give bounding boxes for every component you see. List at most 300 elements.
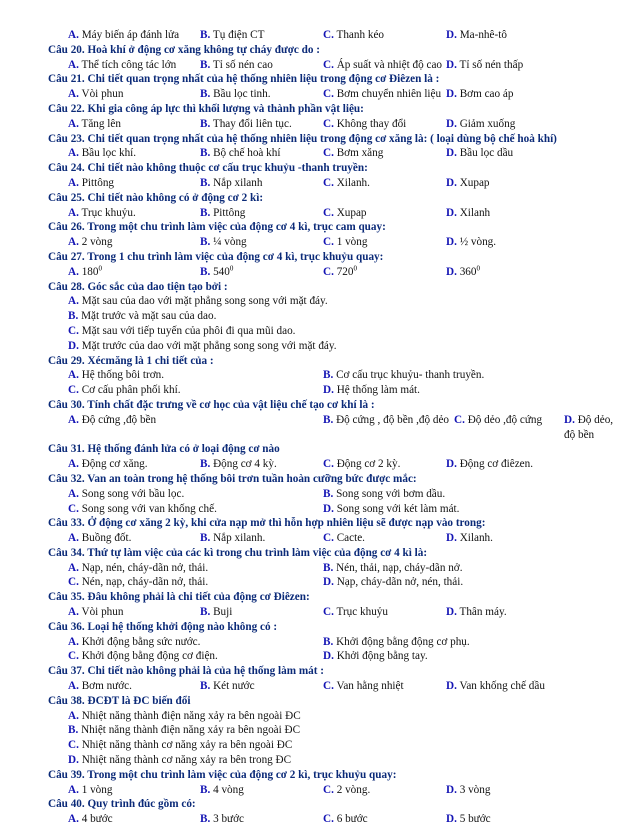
answer-option bbox=[323, 783, 370, 798]
answer-option bbox=[323, 58, 442, 73]
options-row bbox=[48, 561, 623, 576]
answer-option bbox=[323, 635, 470, 650]
answer-option bbox=[68, 679, 132, 694]
option-label: D. bbox=[446, 88, 457, 101]
question-stem bbox=[48, 132, 623, 147]
option-text: 2 vòng bbox=[81, 236, 113, 249]
option-text: Nén, thải, nạp, cháy-dãn nở. bbox=[336, 561, 463, 574]
question-text: Loại hệ thống khởi động nào không có : bbox=[87, 620, 278, 633]
degree-mark: 0 bbox=[98, 264, 102, 273]
options-row bbox=[48, 206, 623, 221]
option-label: A. bbox=[68, 58, 79, 71]
option-label: C. bbox=[323, 606, 334, 619]
question-number: Câu 31. bbox=[48, 443, 85, 456]
option-text: Song song với bơm dầu. bbox=[336, 487, 446, 500]
question-block bbox=[48, 472, 623, 516]
answer-option bbox=[323, 812, 368, 827]
question-stem bbox=[48, 546, 623, 561]
options-row bbox=[48, 502, 623, 517]
question-block bbox=[48, 220, 623, 250]
option-text: Thân máy. bbox=[459, 606, 507, 619]
question-stem bbox=[48, 590, 623, 605]
option-label: A. bbox=[68, 487, 79, 500]
options-row bbox=[48, 413, 623, 441]
question-number: Câu 27. bbox=[48, 250, 85, 263]
option-label: C. bbox=[323, 147, 334, 160]
question-text: Tính chất đặc trưng về cơ học của vật liệu chế tạo cơ khí là : bbox=[87, 398, 375, 411]
option-label: D. bbox=[446, 176, 457, 189]
option-text: Bầu lọc dầu bbox=[459, 147, 514, 160]
answer-option bbox=[323, 87, 441, 102]
answer-option bbox=[68, 87, 123, 102]
option-text: Động cơ 4 kỳ. bbox=[213, 458, 277, 471]
question-stem bbox=[48, 220, 623, 235]
answer-option bbox=[323, 28, 384, 43]
option-label: A. bbox=[68, 783, 79, 796]
option-text: Van hằng nhiệt bbox=[336, 680, 404, 693]
option-label: C. bbox=[323, 458, 334, 471]
answer-option bbox=[446, 783, 490, 798]
option-label: A. bbox=[68, 369, 79, 382]
option-text: Pittông bbox=[81, 176, 115, 189]
answer-option bbox=[68, 310, 216, 322]
option-label: B. bbox=[200, 606, 211, 619]
answer-option bbox=[323, 176, 370, 191]
options-row bbox=[48, 457, 623, 472]
option-label: B. bbox=[200, 117, 211, 130]
answer-option bbox=[68, 58, 176, 73]
option-label: B. bbox=[200, 29, 211, 41]
answer-option bbox=[323, 146, 383, 161]
question-text: Xécmăng là 1 chi tiết của : bbox=[87, 354, 214, 367]
answer-option bbox=[446, 58, 523, 73]
options-row bbox=[48, 28, 623, 43]
option-label: C. bbox=[323, 783, 334, 796]
answer-option bbox=[446, 457, 533, 472]
question-block bbox=[48, 768, 623, 798]
answer-option bbox=[68, 368, 164, 383]
answer-option bbox=[200, 206, 245, 221]
option-text: 540 bbox=[213, 265, 230, 278]
answer-option bbox=[323, 265, 357, 280]
options-row bbox=[48, 368, 623, 383]
question-text: Hoà khí ở động cơ xăng không tự cháy được do : bbox=[87, 43, 320, 56]
answer-option bbox=[200, 87, 271, 102]
question-text: Chi tiết quan trọng nhất của hệ thống nhiên liệu trong động cơ Điêzen là : bbox=[87, 73, 440, 86]
answer-option bbox=[323, 575, 463, 590]
option-label: D. bbox=[68, 339, 79, 352]
options-row bbox=[48, 679, 623, 694]
question-block bbox=[48, 694, 623, 768]
question-number: Câu 30. bbox=[48, 398, 85, 411]
option-label: D. bbox=[446, 532, 457, 545]
option-text: Cơ cấu trục khuỷu- thanh truyền. bbox=[336, 369, 485, 382]
option-text: Nạp, nén, cháy-dãn nở, thải. bbox=[81, 561, 209, 574]
options-row bbox=[48, 235, 623, 250]
question-block bbox=[48, 43, 623, 73]
option-label: C. bbox=[323, 813, 334, 826]
question-block bbox=[48, 546, 623, 590]
option-label: D. bbox=[446, 680, 457, 693]
answer-option bbox=[200, 235, 247, 250]
options-row bbox=[48, 176, 623, 191]
option-text: Song song với van khống chế. bbox=[81, 502, 217, 515]
answer-option bbox=[323, 206, 367, 221]
option-text: Độ dẻo, độ bền bbox=[564, 413, 614, 441]
answer-option bbox=[200, 176, 262, 191]
option-text: Khởi động bằng động cơ phụ. bbox=[336, 635, 470, 648]
question-number: Câu 35. bbox=[48, 591, 85, 604]
option-label: A. bbox=[68, 88, 79, 101]
question-stem bbox=[48, 768, 623, 783]
option-label: B. bbox=[323, 561, 334, 574]
question-text: Quy trình đúc gồm có: bbox=[87, 798, 196, 811]
answer-option bbox=[323, 605, 388, 620]
option-text: 3 vòng bbox=[459, 783, 491, 796]
option-text: Bơm cao áp bbox=[459, 88, 514, 101]
option-text: Giảm xuống bbox=[459, 117, 516, 130]
answer-option bbox=[323, 679, 404, 694]
answer-option bbox=[200, 679, 255, 694]
answer-option bbox=[200, 605, 232, 620]
option-text: Áp suất và nhiệt độ cao bbox=[336, 58, 443, 71]
answer-option bbox=[68, 754, 291, 766]
option-text: Tăng lên bbox=[81, 117, 121, 130]
option-text: Tỉ số nén thấp bbox=[459, 58, 524, 71]
option-text: Nhiệt năng thành cơ năng xảy ra bên trong ĐC bbox=[81, 754, 292, 767]
answer-option bbox=[68, 531, 131, 546]
option-label: B. bbox=[323, 487, 334, 500]
answer-option bbox=[454, 413, 542, 428]
options-row bbox=[48, 487, 623, 502]
option-label: B. bbox=[200, 680, 211, 693]
option-label: B. bbox=[323, 413, 334, 426]
option-text: Động cơ điêzen. bbox=[459, 458, 534, 471]
option-label: C. bbox=[68, 324, 79, 337]
option-text: Nhiệt năng thành điện năng xảy ra bên ngoài ĐC bbox=[81, 724, 301, 737]
option-label: D. bbox=[446, 147, 457, 160]
question-text: Trong 1 chu trình làm việc của động cơ 4 kì, trục khuỷu quay: bbox=[87, 250, 384, 263]
answer-option bbox=[68, 635, 200, 650]
question-stem bbox=[48, 664, 623, 679]
question-stem bbox=[48, 102, 623, 117]
question-stem bbox=[48, 250, 623, 265]
option-text: 360 bbox=[459, 265, 477, 278]
question-number: Câu 21. bbox=[48, 73, 85, 86]
option-label: B. bbox=[200, 147, 211, 160]
option-label: A. bbox=[68, 413, 79, 426]
answer-option bbox=[68, 235, 112, 250]
answer-option bbox=[446, 117, 515, 132]
option-label: B. bbox=[200, 783, 211, 796]
answer-option bbox=[323, 235, 367, 250]
degree-mark: 0 bbox=[353, 264, 357, 273]
options-row bbox=[48, 635, 623, 650]
options-row bbox=[48, 58, 623, 73]
option-text: Xilanh. bbox=[459, 532, 493, 545]
answer-option bbox=[446, 812, 491, 827]
question-stem bbox=[48, 694, 623, 709]
question-number: Câu 25. bbox=[48, 191, 85, 204]
option-text: Nhiệt năng thành cơ năng xảy ra bên ngoài ĐC bbox=[81, 739, 293, 752]
answer-option bbox=[68, 340, 337, 352]
exam-page bbox=[48, 28, 623, 827]
question-stem bbox=[48, 280, 623, 295]
option-text: ½ vòng. bbox=[459, 236, 497, 249]
option-text: Động cơ 2 kỳ. bbox=[336, 458, 401, 471]
option-label: C. bbox=[454, 413, 465, 426]
option-label: D. bbox=[446, 606, 457, 619]
option-label: C. bbox=[323, 29, 334, 41]
option-label: A. bbox=[68, 29, 79, 41]
answer-option bbox=[323, 561, 463, 576]
option-label: C. bbox=[323, 88, 334, 101]
options-row bbox=[48, 812, 623, 827]
answer-option bbox=[446, 146, 513, 161]
option-label: D. bbox=[446, 117, 457, 130]
question-stem bbox=[48, 161, 623, 176]
option-text: Máy biến áp đánh lửa bbox=[81, 29, 180, 41]
option-text: 1 vòng bbox=[81, 783, 113, 796]
answer-option bbox=[446, 265, 480, 280]
option-text: Nắp xilanh bbox=[213, 176, 263, 189]
option-text: Xilanh. bbox=[336, 176, 370, 189]
answer-option bbox=[68, 649, 218, 664]
question-stem bbox=[48, 398, 623, 413]
option-text: Xupap bbox=[459, 176, 490, 189]
option-text: Ma-nhê-tô bbox=[459, 29, 507, 41]
option-text: Khởi động bằng tay. bbox=[336, 650, 428, 663]
question-block bbox=[48, 442, 623, 472]
options-row bbox=[48, 575, 623, 590]
question-stem bbox=[48, 72, 623, 87]
options-row bbox=[48, 738, 623, 753]
option-text: Mặt sau của dao với mặt phẳng song song với mặt đáy. bbox=[81, 295, 328, 308]
answer-option bbox=[323, 117, 406, 132]
option-label: C. bbox=[68, 739, 79, 752]
option-label: D. bbox=[446, 206, 457, 219]
option-label: C. bbox=[323, 176, 334, 189]
answer-option bbox=[446, 605, 507, 620]
option-label: A. bbox=[68, 117, 79, 130]
option-label: D. bbox=[446, 29, 457, 41]
option-label: A. bbox=[68, 709, 79, 722]
answer-option bbox=[68, 575, 208, 590]
answer-option bbox=[68, 295, 328, 307]
option-label: A. bbox=[68, 176, 79, 189]
question-block bbox=[48, 620, 623, 664]
question-block bbox=[48, 590, 623, 620]
option-label: B. bbox=[200, 176, 211, 189]
option-label: D. bbox=[323, 650, 334, 663]
question-stem bbox=[48, 43, 623, 58]
question-block bbox=[48, 354, 623, 398]
options-row bbox=[48, 117, 623, 132]
answer-option bbox=[68, 117, 121, 132]
question-block bbox=[48, 398, 623, 442]
option-label: C. bbox=[323, 58, 334, 71]
option-label: B. bbox=[200, 236, 211, 249]
option-label: C. bbox=[68, 502, 79, 515]
question-number: Câu 33. bbox=[48, 517, 85, 530]
answer-option bbox=[68, 325, 295, 337]
answer-option bbox=[68, 28, 179, 43]
answer-option bbox=[200, 146, 280, 161]
option-text: Động cơ xăng. bbox=[81, 458, 148, 471]
answer-option bbox=[200, 58, 273, 73]
question-block bbox=[48, 191, 623, 221]
option-label: C. bbox=[323, 117, 334, 130]
question-stem bbox=[48, 472, 623, 487]
answer-option bbox=[68, 457, 148, 472]
answer-option bbox=[200, 265, 233, 280]
question-stem bbox=[48, 354, 623, 369]
option-label: A. bbox=[68, 813, 79, 826]
question-number: Câu 39. bbox=[48, 768, 85, 781]
question-text: Trong một chu trình làm việc của động cơ 4 kì, trục cam quay: bbox=[87, 221, 386, 234]
option-text: Mặt sau với tiếp tuyến của phôi đi qua mũi dao. bbox=[81, 324, 296, 337]
option-label: A. bbox=[68, 635, 79, 648]
question-text: Đâu không phải là chi tiết của động cơ Điêzen: bbox=[87, 591, 310, 604]
question-block bbox=[48, 72, 623, 102]
option-label: A. bbox=[68, 206, 79, 219]
option-label: D. bbox=[446, 783, 457, 796]
option-text: Thay đổi liên tục. bbox=[212, 117, 292, 130]
option-text: Trục khuỷu bbox=[336, 606, 388, 619]
option-label: B. bbox=[323, 369, 334, 382]
question-number: Câu 38. bbox=[48, 694, 85, 707]
answer-option bbox=[68, 383, 181, 398]
question-stem bbox=[48, 442, 623, 457]
options-row bbox=[48, 294, 623, 309]
option-label: D. bbox=[68, 754, 79, 767]
answer-option bbox=[68, 724, 300, 736]
option-text: ¼ vòng bbox=[213, 236, 247, 249]
option-text: 180 bbox=[81, 265, 99, 278]
option-label: D. bbox=[446, 813, 457, 826]
option-text: 1 vòng bbox=[336, 236, 368, 249]
option-text: Xilanh bbox=[459, 206, 491, 219]
options-row bbox=[48, 723, 623, 738]
option-label: B. bbox=[200, 532, 211, 545]
answer-option bbox=[68, 413, 156, 428]
question-stem bbox=[48, 620, 623, 635]
option-label: D. bbox=[446, 458, 457, 471]
question-number: Câu 24. bbox=[48, 162, 85, 175]
question-number: Câu 28. bbox=[48, 280, 85, 293]
option-label: A. bbox=[68, 561, 79, 574]
answer-option bbox=[68, 783, 112, 798]
answer-option bbox=[68, 176, 114, 191]
question-text: Chi tiết quan trọng nhất của hệ thống nhiên liệu trong động cơ xăng là: ( loại dùng bộ chế hoà khí) bbox=[87, 132, 557, 145]
question-text: Chi tiết nào không thuộc cơ cấu trục khuỷu -thanh truyền: bbox=[87, 162, 368, 175]
option-text: Hệ thống làm mát. bbox=[336, 384, 420, 397]
option-text: Bầu lọc khí. bbox=[81, 147, 137, 160]
answer-option bbox=[323, 487, 445, 502]
question-text: Van an toàn trong hệ thống bôi trơn tuần hoàn cưỡng bức được mắc: bbox=[87, 472, 417, 485]
answer-option bbox=[323, 649, 428, 664]
question-number: Câu 36. bbox=[48, 620, 85, 633]
option-label: B. bbox=[323, 635, 334, 648]
option-text: Tụ điện CT bbox=[212, 29, 265, 41]
option-label: C. bbox=[323, 265, 334, 278]
options-row bbox=[48, 87, 623, 102]
question-number: Câu 20. bbox=[48, 43, 85, 56]
option-label: A. bbox=[68, 458, 79, 471]
option-label: C. bbox=[323, 236, 334, 249]
question-number: Câu 29. bbox=[48, 354, 85, 367]
question-number: Câu 40. bbox=[48, 798, 85, 811]
answer-option bbox=[68, 710, 301, 722]
option-text: Mặt trước của dao với mặt phẳng song song với mặt đáy. bbox=[81, 339, 337, 352]
option-text: Bơm xăng bbox=[336, 147, 384, 160]
answer-option bbox=[68, 487, 184, 502]
option-text: Bầu lọc tinh. bbox=[213, 88, 271, 101]
options-row bbox=[48, 753, 623, 768]
question-text: Chi tiết nào không phải là của hệ thống làm mát : bbox=[87, 665, 325, 678]
question-block bbox=[48, 797, 623, 827]
option-text: Cacte. bbox=[336, 532, 365, 545]
options-row bbox=[48, 531, 623, 546]
option-text: Không thay đổi bbox=[336, 117, 407, 130]
answer-option bbox=[68, 502, 217, 517]
answer-option bbox=[446, 679, 545, 694]
options-row bbox=[48, 146, 623, 161]
answer-option bbox=[68, 812, 113, 827]
question-number: Câu 34. bbox=[48, 546, 85, 559]
option-label: B. bbox=[200, 58, 211, 71]
option-text: 4 bước bbox=[81, 813, 113, 826]
question-text: Ở động cơ xăng 2 kỳ, khi cửa nạp mở thì hỗn hợp nhiên liệu sẽ được nạp vào trong: bbox=[87, 517, 486, 530]
option-text: Hệ thống bôi trơn. bbox=[81, 369, 165, 382]
options-row bbox=[48, 605, 623, 620]
options-row bbox=[48, 339, 623, 354]
option-label: D. bbox=[446, 265, 457, 278]
option-text: Nạp, cháy-dãn nở, nén, thải. bbox=[336, 576, 464, 589]
answer-option bbox=[68, 739, 292, 751]
question-text: Khi gia công áp lực thì khối lượng và thành phần vật liệu: bbox=[87, 102, 364, 115]
question-stem bbox=[48, 797, 623, 812]
option-label: C. bbox=[68, 650, 79, 663]
answer-option bbox=[68, 265, 102, 280]
options-row bbox=[48, 709, 623, 724]
option-text: 6 bước bbox=[336, 813, 368, 826]
question-text: Chi tiết nào không có ở động cơ 2 kì: bbox=[87, 191, 264, 204]
answer-option bbox=[200, 117, 292, 132]
option-text: 720 bbox=[336, 265, 354, 278]
question-text: Trong một chu trình làm việc của động cơ 2 kì, trục khuỷu quay: bbox=[87, 768, 397, 781]
options-row bbox=[48, 265, 623, 280]
degree-mark: 0 bbox=[229, 264, 234, 273]
option-text: Khởi động bằng sức nước. bbox=[81, 635, 201, 648]
answer-option bbox=[446, 176, 490, 191]
option-label: B. bbox=[68, 724, 79, 737]
answer-option bbox=[200, 531, 265, 546]
degree-mark: 0 bbox=[476, 264, 480, 273]
answer-option bbox=[200, 457, 277, 472]
option-label: C. bbox=[323, 206, 334, 219]
option-text: Bơm chuyển nhiên liệu bbox=[336, 88, 442, 101]
option-text: 4 vòng bbox=[213, 783, 244, 796]
option-label: C. bbox=[323, 680, 334, 693]
option-label: C. bbox=[68, 384, 79, 397]
question-text: Góc sắc của dao tiện tạo bởi : bbox=[87, 280, 228, 293]
option-text: Xupap bbox=[336, 206, 367, 219]
question-text: Thứ tự làm việc của các kì trong chu trình làm việc của động cơ 4 kì là: bbox=[87, 546, 428, 559]
option-text: Thể tích công tác lớn bbox=[81, 58, 177, 71]
option-text: Pittông bbox=[213, 206, 246, 219]
option-text: Độ cứng , độ bền ,độ dẻo bbox=[336, 413, 450, 426]
